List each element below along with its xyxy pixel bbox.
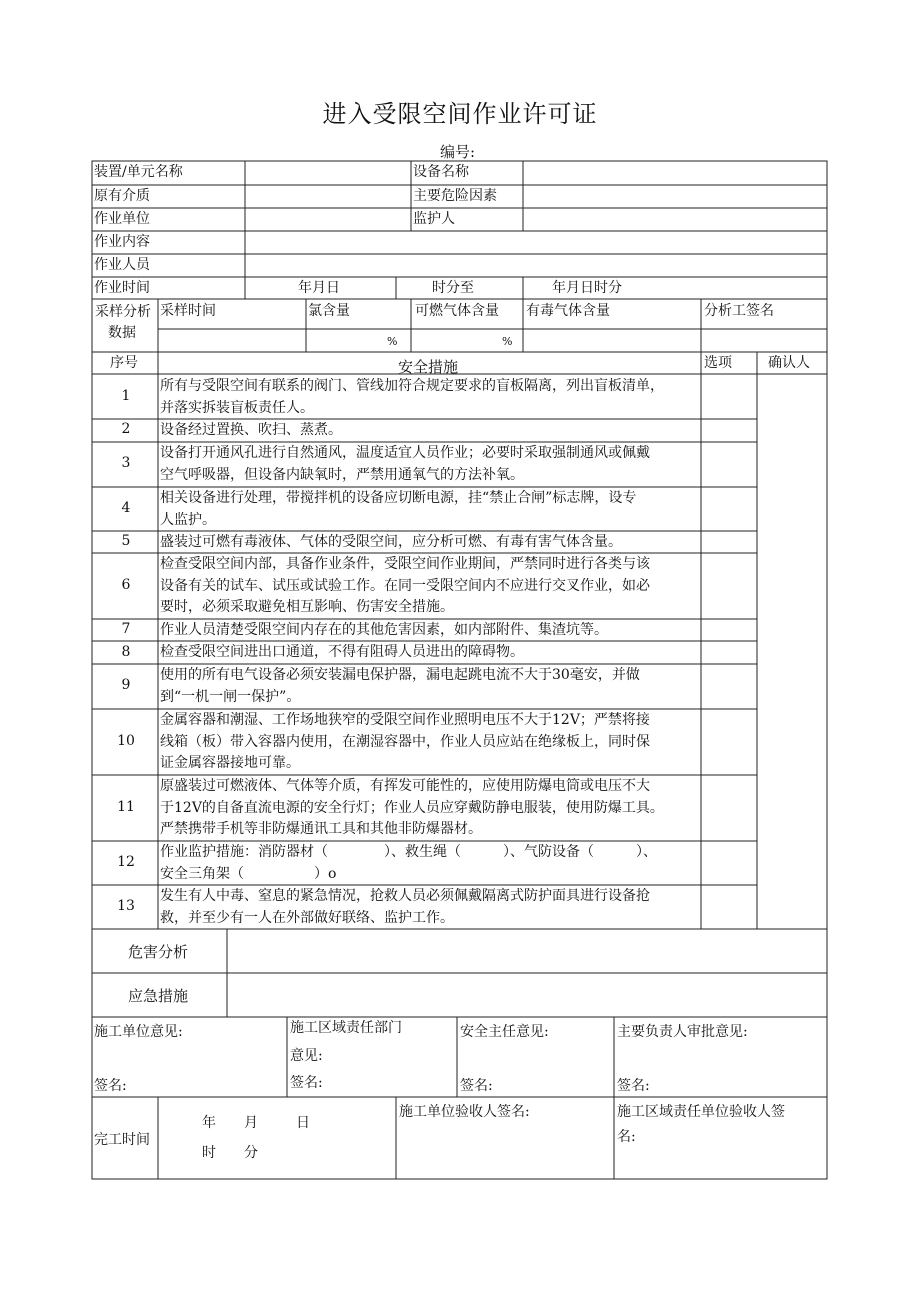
confirm-header: 确认人 [768, 355, 810, 371]
measure-no-7: 7 [121, 621, 131, 637]
area-acceptor-signature-line2: 名: [617, 1129, 636, 1145]
oxygen-content-label: 氯含量 [308, 303, 350, 319]
toxic-gas-label: 有毒气体含量 [526, 303, 610, 319]
option-header: 选项 [704, 355, 732, 371]
hazard-analysis-label: 危害分析 [128, 943, 189, 961]
combustible-gas-label: 可燃气体含量 [415, 303, 499, 319]
measures-header: 安全措施 [398, 358, 459, 376]
sample-time-label: 采样时间 [160, 303, 216, 319]
area-dept-opinion-line2: 意见: [290, 1048, 323, 1064]
construction-unit-opinion: 施工单位意见: [94, 1024, 183, 1040]
sampling-label-line1: 采样分析 [95, 304, 151, 320]
completion-day: 日 [296, 1115, 310, 1131]
work-time-from: 时分至 [432, 280, 474, 296]
measure-no-1: 1 [121, 388, 131, 404]
work-time-to: 年月日时分 [552, 280, 622, 296]
completion-year: 年 [202, 1115, 216, 1131]
measure-text-13: 发生有人中毒、窒息的紧急情况，抢救人员必须佩戴隔离式防护面具进行设备抢 救，并至少有一人在外部做好联络、监护工作。 [160, 888, 650, 926]
area-acceptor-signature-line1: 施工区域责任单位验收人签 [617, 1104, 785, 1120]
measure-text-8: 检查受限空间进出口通道，不得有阻碍人员进出的障碍物。 [160, 644, 524, 660]
measure-text-10: 金属容器和潮湿、工作场地狭窄的受限空间作业照明电压不大于12V；严禁将接 线箱（板）带入容器内使用，在潮湿容器中，作业人员应站在绝缘板上，同时保 证金属容器接地可靠。 [160, 712, 650, 772]
work-unit-label: 作业单位 [94, 211, 150, 227]
measure-text-6: 检查受限空间内部，具备作业条件，受限空间作业期间，严禁同时进行各类与该 设备有关的试车、试压或试验工作。在同一受限空间内不应进行交叉作业，如必 要时，必须采取避免相互影响、伤害安全措施。 [160, 556, 650, 616]
measure-no-2: 2 [121, 421, 131, 437]
unit-name-label: 装置/单元名称 [94, 164, 183, 180]
sampling-label-line2: 数据 [108, 325, 136, 341]
measure-no-8: 8 [121, 644, 131, 660]
completion-time-label: 完工时间 [94, 1132, 150, 1148]
measure-text-9: 使用的所有电气设备必须安装漏电保护器，漏电起跳电流不大于30毫安，并做 到“一机一闸一保护”。 [160, 667, 640, 705]
measure-no-13: 13 [117, 898, 135, 914]
measure-text-5: 盛装过可燃有毒液体、气体的受限空间，应分析可燃、有毒有害气体含量。 [160, 534, 622, 550]
page-title: 进入受限空间作业许可证 [322, 100, 598, 128]
measure-text-1: 所有与受限空间有联系的阀门、管线加符合规定要求的盲板隔离，列出盲板清单， 并落实拆装盲板责任人。 [160, 378, 664, 416]
measure-no-6: 6 [121, 577, 131, 593]
workers-label: 作业人员 [94, 257, 150, 273]
seq-header: 序号 [110, 355, 138, 371]
measure-text-2: 设备经过置换、吹扫、蒸煮。 [160, 422, 342, 438]
measure-text-12: 作业监护措施：消防器材（ ）、救生绳（ ）、气防设备（ ）、 安全三角架（ ）o [160, 844, 657, 882]
original-medium-label: 原有介质 [94, 188, 150, 204]
completion-minute: 分 [244, 1145, 258, 1161]
measure-no-3: 3 [121, 455, 131, 471]
measure-no-10: 10 [117, 733, 135, 749]
measure-no-5: 5 [121, 533, 131, 549]
completion-hour: 时 [202, 1145, 216, 1161]
safety-director-opinion: 安全主任意见: [460, 1024, 549, 1040]
measure-text-7: 作业人员清楚受限空间内存在的其他危害因素，如内部附件、集渣坑等。 [160, 622, 608, 638]
analyst-signature-label: 分析工签名 [704, 303, 774, 319]
measure-no-12: 12 [117, 854, 135, 870]
area-dept-signature: 签名: [290, 1075, 323, 1091]
measure-text-11: 原盛装过可燃液体、气体等介质，有挥发可能性的，应使用防爆电筒或电压不大 于12V的自备直流电源的安全行灯；作业人员应穿戴防静电服装，使用防爆工具。 严禁携带手机等非防爆通讯工具和其他非防爆器材。 [160, 778, 664, 838]
measure-text-3: 设备打开通风孔进行自然通风，温度适宜人员作业；必要时采取强制通风或佩戴 空气呼吸器，但设备内缺氧时，严禁用通氧气的方法补氧。 [160, 445, 650, 483]
safety-director-signature: 签名: [460, 1078, 493, 1094]
measure-no-4: 4 [121, 500, 131, 516]
work-time-ymd: 年月日 [298, 280, 340, 296]
main-leader-opinion: 主要负责人审批意见: [617, 1024, 748, 1040]
serial-number-label: 编号: [440, 143, 476, 161]
oxygen-percent-unit: % [387, 335, 398, 348]
construction-unit-signature: 签名: [94, 1078, 127, 1094]
construction-acceptor-signature: 施工单位验收人签名: [399, 1104, 530, 1120]
measure-no-9: 9 [121, 677, 131, 693]
measure-text-4: 相关设备进行处理，带搅拌机的设备应切断电源，挂“禁止合闸”标志牌，设专 人监护。 [160, 490, 637, 528]
completion-month: 月 [244, 1115, 258, 1131]
supervisor-label: 监护人 [413, 211, 455, 227]
measure-no-11: 11 [117, 799, 135, 815]
work-content-label: 作业内容 [94, 234, 150, 250]
equipment-name-label: 设备名称 [413, 164, 469, 180]
main-hazards-label: 主要危险因素 [413, 188, 497, 204]
main-leader-signature: 签名: [617, 1078, 650, 1094]
work-time-label: 作业时间 [94, 280, 150, 296]
area-dept-opinion-line1: 施工区域责任部门 [290, 1020, 402, 1036]
emergency-measures-label: 应急措施 [128, 987, 189, 1005]
combustible-percent-unit: % [502, 335, 513, 348]
